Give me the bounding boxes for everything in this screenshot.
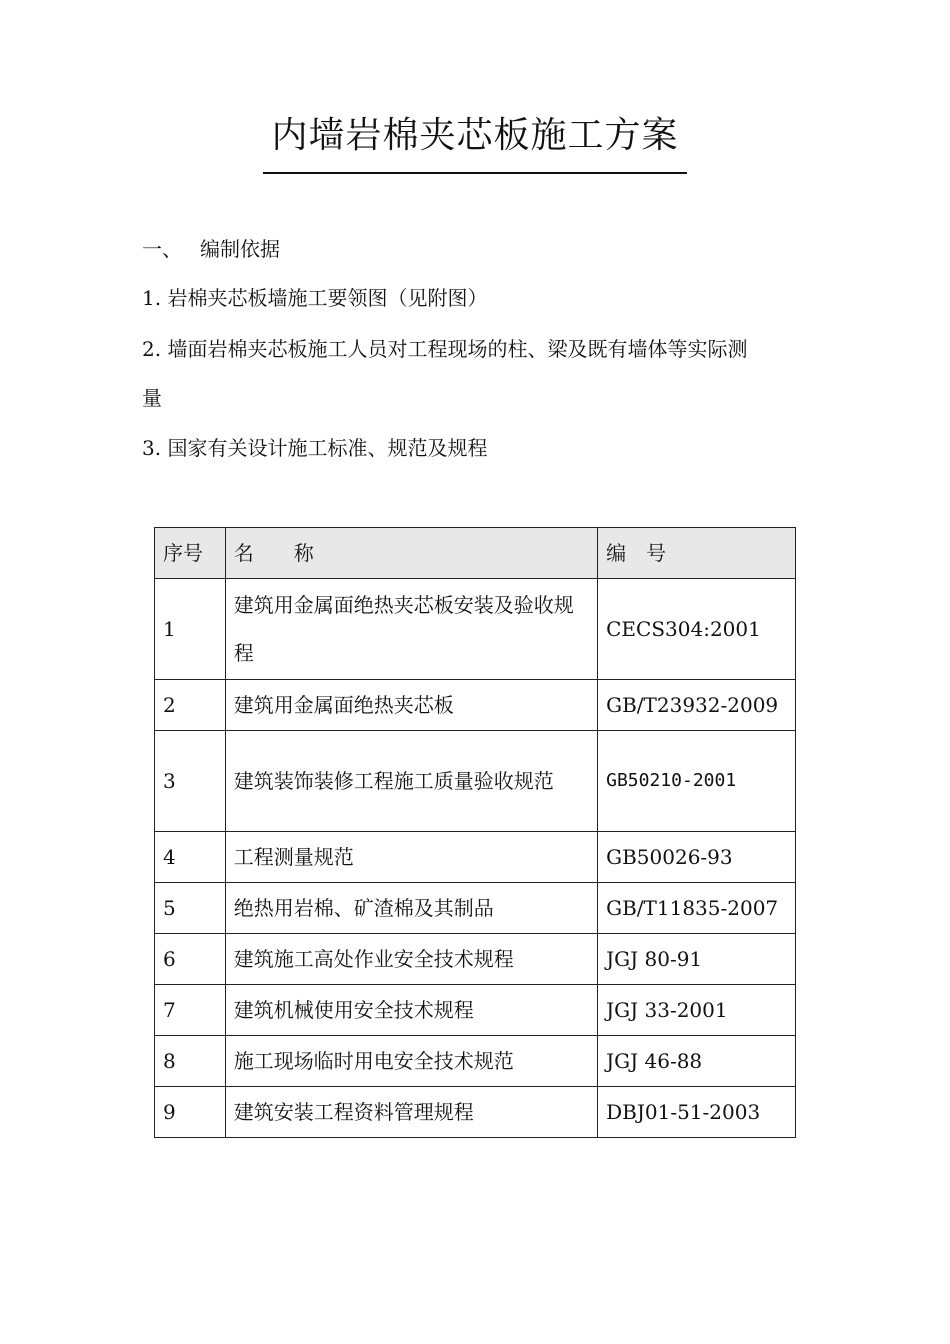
table-row <box>155 680 796 731</box>
table-row <box>155 1036 796 1087</box>
table-row <box>155 985 796 1036</box>
header-index: 序号 <box>155 528 226 579</box>
row-name: 建筑装饰装修工程施工质量验收规范 <box>225 731 597 832</box>
row-index: 9 <box>155 1087 226 1138</box>
row-code: JGJ 80-91 <box>598 934 796 985</box>
table-row <box>155 934 796 985</box>
section-title: 编制依据 <box>200 237 280 261</box>
table-row <box>155 579 796 680</box>
table-row <box>155 731 796 832</box>
basis-item-3: 3. 国家有关设计施工标准、规范及规程 <box>142 436 488 460</box>
table-header-row <box>155 528 796 579</box>
header-name: 名 称 <box>225 528 597 579</box>
row-code: GB50210-2001 <box>598 731 796 832</box>
row-code: CECS304:2001 <box>598 579 796 680</box>
row-index: 6 <box>155 934 226 985</box>
row-name: 施工现场临时用电安全技术规范 <box>225 1036 597 1087</box>
row-code: GB50026-93 <box>598 832 796 883</box>
table-row <box>155 832 796 883</box>
row-index: 2 <box>155 680 226 731</box>
table-row <box>155 1087 796 1138</box>
row-code: DBJ01-51-2003 <box>598 1087 796 1138</box>
row-code: GB/T11835-2007 <box>598 883 796 934</box>
header-code: 编 号 <box>598 528 796 579</box>
standards-table <box>154 527 796 1138</box>
row-code: GB/T23932-2009 <box>598 680 796 731</box>
basis-item-2-continued: 量 <box>142 386 162 410</box>
document-title: 内墙岩棉夹芯板施工方案 <box>271 115 679 156</box>
row-index: 1 <box>155 579 226 680</box>
row-index: 7 <box>155 985 226 1036</box>
basis-item-2: 2. 墙面岩棉夹芯板施工人员对工程现场的柱、梁及既有墙体等实际测 <box>142 337 748 361</box>
row-code: JGJ 33-2001 <box>598 985 796 1036</box>
row-name: 建筑用金属面绝热夹芯板 <box>225 680 597 731</box>
row-name: 建筑用金属面绝热夹芯板安装及验收规程 <box>225 579 597 680</box>
row-name: 建筑施工高处作业安全技术规程 <box>225 934 597 985</box>
row-code: JGJ 46-88 <box>598 1036 796 1087</box>
row-index: 8 <box>155 1036 226 1087</box>
table-row <box>155 883 796 934</box>
row-index: 4 <box>155 832 226 883</box>
basis-item-1: 1. 岩棉夹芯板墙施工要领图（见附图） <box>142 286 488 310</box>
section-heading <box>142 235 280 263</box>
row-name: 工程测量规范 <box>225 832 597 883</box>
title-underline <box>263 172 687 174</box>
row-index: 5 <box>155 883 226 934</box>
row-name: 建筑安装工程资料管理规程 <box>225 1087 597 1138</box>
row-name: 建筑机械使用安全技术规程 <box>225 985 597 1036</box>
row-index: 3 <box>155 731 226 832</box>
section-number: 一、 <box>142 237 182 261</box>
row-name: 绝热用岩棉、矿渣棉及其制品 <box>225 883 597 934</box>
